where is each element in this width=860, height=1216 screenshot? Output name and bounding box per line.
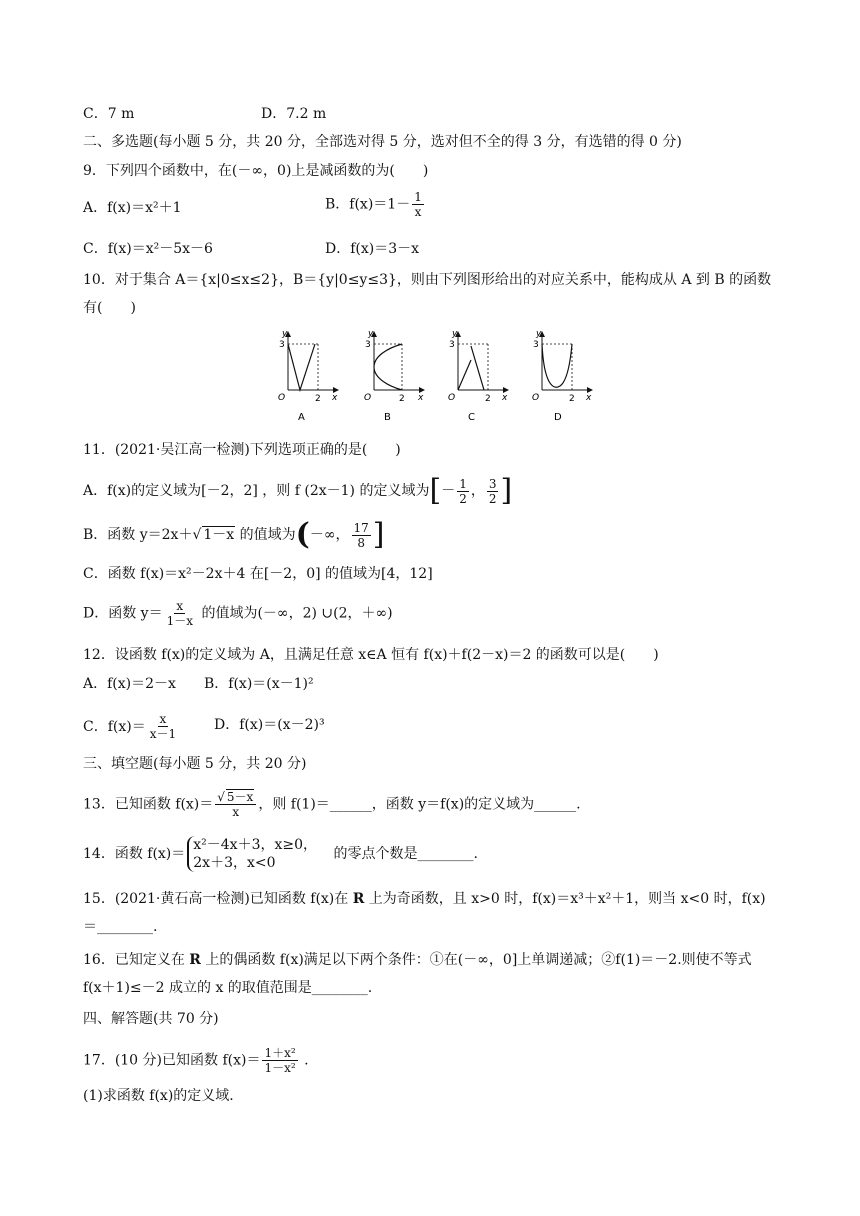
q9-option-b: B．f(x)＝1－ $\frac{1}{x}$: [325, 190, 422, 219]
q12-options-ab: [83, 674, 314, 694]
q16-line2: f(x＋1)≤－2 成立的 x 的取值范围是________.: [83, 980, 373, 996]
graph-d: [532, 329, 592, 423]
tick-x-label: 2: [315, 394, 321, 404]
tick-y-label: 3: [365, 340, 371, 350]
q12-stem: 12．设函数 f(x)的定义域为 A，且满足任意 x∈A 恒有 f(x)＋f(2－x)＝2 的函数可以是( ): [83, 647, 659, 663]
q9-option-d: D．f(x)＝3－x: [325, 241, 420, 257]
axis-y-label: y: [452, 329, 458, 339]
tick-x-label: 2: [569, 394, 575, 404]
tick-x-label: 2: [485, 394, 491, 404]
axis-x-label: x: [502, 393, 508, 403]
axis-y-label: y: [536, 329, 542, 339]
q11-stem: 11．(2021·吴江高一检测)下列选项正确的是( ): [83, 442, 401, 458]
axis-x-label: x: [418, 393, 424, 403]
fraction: $\frac{1}{2}$: [459, 476, 467, 506]
origin-label: O: [278, 393, 286, 403]
origin-label: O: [364, 393, 372, 403]
graph-c: [448, 329, 508, 423]
tick-y-label: 3: [449, 340, 455, 350]
q10-stem-line2: 有( ): [83, 300, 136, 316]
q15-line1: 15．(2021·黄石高一检测)已知函数 f(x)在 R 上为奇函数，且 x>0 时，f(x)＝x³＋x²＋1，则当 x<0 时，f(x): [83, 891, 766, 907]
axis-x-label: x: [586, 393, 592, 403]
tick-x-label: 2: [399, 394, 405, 404]
q17-sub1: (1)求函数 f(x)的定义域.: [83, 1088, 234, 1104]
q13: 13．已知函数 f(x)＝ $\frac{√ 5-x}{x}$ ，则 f(1)＝______，函数 y＝f(x)的定义域为______.: [83, 790, 581, 819]
sqrt-sign: √: [217, 790, 225, 804]
q12-option-c: C．f(x)＝ $\frac{x}{x-1}$: [83, 712, 177, 741]
q11-option-a: A．f(x)的定义域为[－2，2] ，则 f (2x－1) 的定义域为[－ $\frac{1}{2}$ ， $\frac{3}{2}$ ]: [83, 473, 513, 508]
q12-option-d: D．f(x)＝(x－2)³: [214, 717, 325, 733]
q9-stem: 9．下列四个函数中，在(－∞，0)上是减函数的为( ): [83, 163, 429, 179]
section-4-heading: 四、解答题(共 70 分): [83, 1011, 219, 1027]
graph-label: A: [298, 412, 305, 423]
q15-line2: ＝________.: [83, 919, 158, 935]
tick-y-label: 3: [533, 340, 539, 350]
origin-label: O: [532, 393, 540, 403]
q11-option-d: D．函数 y＝ $\frac{x}{1-x}$ 的值域为(－∞，2) ∪(2，＋∞): [83, 599, 393, 628]
sqrt-sign: √: [192, 527, 202, 543]
section-2-heading: 二、多选题(每小题 5 分，共 20 分，全部选对得 5 分，选对但不全的得 3 分，有选错的得 0 分): [83, 134, 682, 150]
fraction: $\frac{√ 5-x}{x}$: [215, 790, 256, 819]
axis-y-label: y: [282, 329, 288, 339]
piecewise-brace: x²－4x＋3，x≥0， 2x＋3，x<0: [187, 836, 317, 872]
q8-option-c: C．7 m: [83, 106, 135, 122]
axis-x-label: x: [332, 393, 338, 403]
q14: 14．函数 f(x)＝ x²－4x＋3，x≥0， 2x＋3，x<0 的零点个数是________.: [83, 837, 478, 871]
axis-y-label: y: [368, 329, 374, 339]
graph-a: [278, 329, 338, 423]
q9-option-c: C．f(x)＝x²－5x－6: [83, 241, 213, 257]
fraction: $\frac{\text{1＋x²}}{\text{1－x²}}$: [264, 1046, 296, 1075]
q10-graphs: [266, 326, 606, 426]
q16-line1: 16．已知定义在 R 上的偶函数 f(x)满足以下两个条件：①在(－∞，0]上单调递减；②f(1)＝－2.则使不等式: [83, 952, 752, 968]
q9-options-cd: [83, 239, 420, 259]
q12-option-b: B．f(x)＝(x－1)²: [204, 676, 314, 692]
graph-label: D: [554, 412, 562, 423]
q11-option-c: C．函数 f(x)＝x²－2x＋4 在[－2，0] 的值域为[4，12]: [83, 566, 433, 582]
q17: 17．(10 分)已知函数 f(x)＝ $\frac{\text{1＋x²}}{\text{1－x²}}$ .: [83, 1046, 309, 1075]
q8-options: [83, 104, 327, 124]
fraction: $\frac{17}{8}$: [353, 520, 369, 550]
graph-label: C: [468, 412, 475, 423]
fraction: $\frac{1}{x}$: [414, 190, 422, 219]
q12-option-a: A．f(x)＝2－x: [83, 676, 176, 692]
q9-options-ab: [83, 190, 422, 219]
fraction: $\frac{3}{2}$: [488, 476, 497, 506]
section-3-heading: 三、填空题(每小题 5 分，共 20 分): [83, 756, 307, 772]
q12-options-cd: [83, 712, 325, 741]
graph-b: [364, 329, 424, 423]
q8-option-d: D．7.2 m: [261, 106, 327, 122]
fraction: $\frac{x}{x-1}$: [149, 712, 177, 741]
tick-y-label: 3: [279, 340, 285, 350]
q9-option-a: A．f(x)＝x²＋1: [83, 200, 182, 216]
q11-option-b: B．函数 y＝2x＋√ 1－x 的值域为(－∞， $\frac{17}{8}$ ]: [83, 517, 385, 552]
fraction: $\frac{x}{1-x}$: [166, 599, 193, 628]
origin-label: O: [448, 393, 456, 403]
q10-stem-line1: 10．对于集合 A＝{x|0≤x≤2}，B＝{y|0≤y≤3}，则由下列图形给出的对应关系中，能构成从 A 到 B 的函数: [83, 272, 772, 288]
graph-label: B: [384, 412, 391, 423]
